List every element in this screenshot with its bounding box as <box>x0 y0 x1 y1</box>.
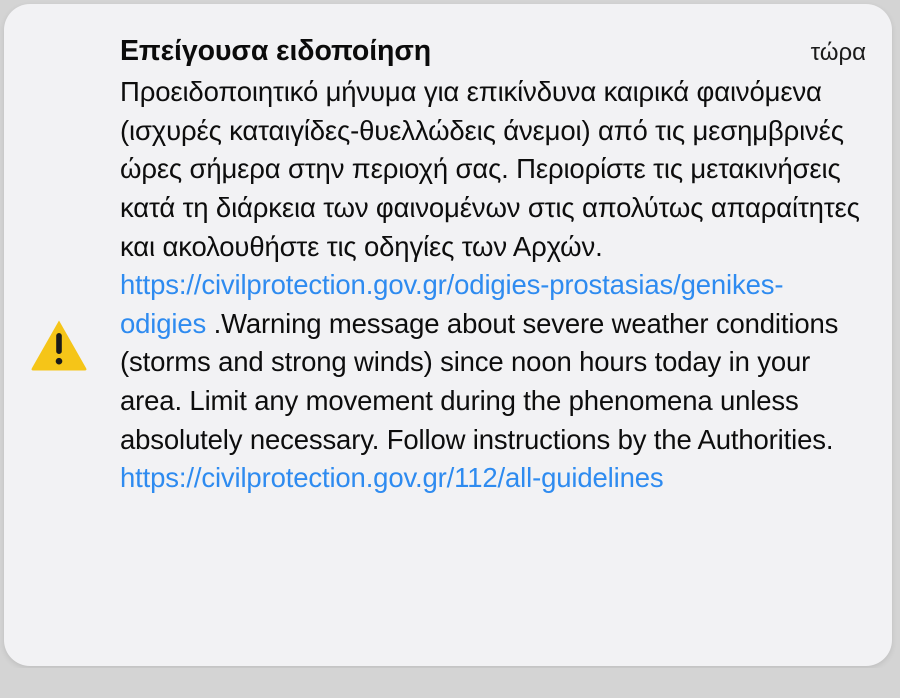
warning-triangle-icon <box>28 314 90 376</box>
notification-header <box>120 34 866 68</box>
civilprotection-general-guidelines-link[interactable]: https://civilprotection.gov.gr/odigies-prostasias/genikes-odigies <box>120 269 784 339</box>
civilprotection-all-guidelines-link[interactable]: https://civilprotection.gov.gr/112/all-guidelines <box>120 462 664 494</box>
message-greek-text: Προειδοποιητικό μήνυμα για επικίνδυνα καιρικά φαινόμενα (ισχυρές καταιγίδες-θυελλώδεις άνεμοι) από τις μεσημβρινές ώρες σήμερα στην περιοχή σας. Περιορίστε τις μετακινήσεις κατά τη διάρκεια των φαινομένων στις απολύτως απαραίτητες και ακολουθήστε τις οδηγίες των Αρχών. <box>120 76 860 262</box>
screen-bottom-area <box>0 668 900 698</box>
notification-title: Επείγουσα ειδοποίηση <box>120 35 432 67</box>
notification-message <box>120 73 866 498</box>
message-english-text: .Warning message about severe weather conditions (storms and strong winds) since noon hours today in your area. Limit any movement during the phenomena unless absolutely necessary. Follow instructions by the Authorities. <box>120 307 839 455</box>
notification-body <box>120 34 866 498</box>
emergency-alert-notification[interactable] <box>4 4 892 666</box>
notification-timestamp: τώρα <box>810 39 866 66</box>
